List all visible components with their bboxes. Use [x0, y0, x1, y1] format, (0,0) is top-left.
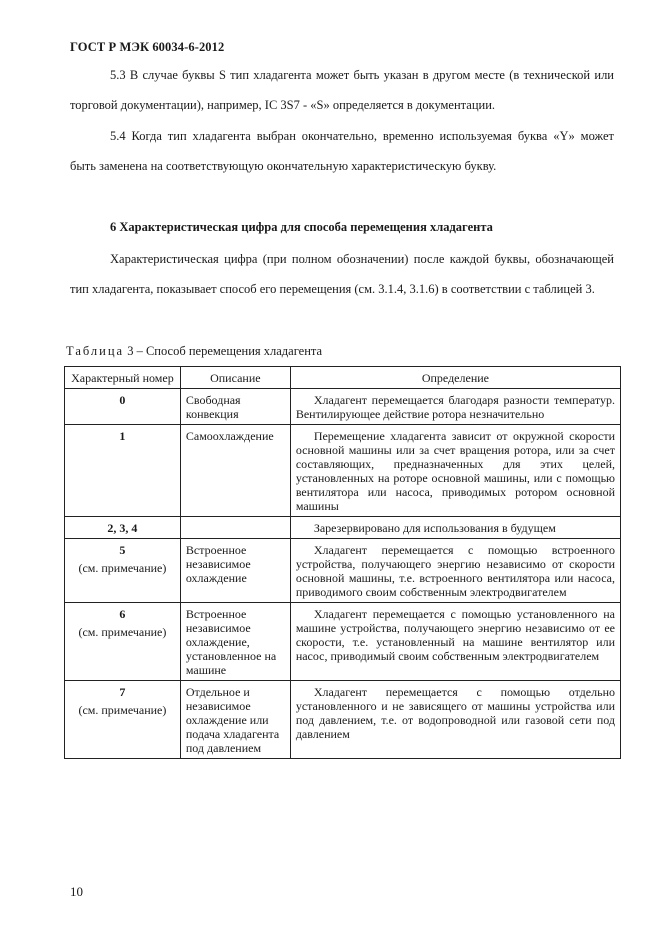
header-definition: Определение	[290, 367, 620, 389]
row-number-cell	[65, 603, 181, 681]
table-row	[65, 517, 621, 539]
table-caption	[66, 344, 322, 359]
coolant-movement-table	[64, 366, 621, 759]
paragraph-5-4: 5.4 Когда тип хладагента выбран окончательно, временно используемая буква «Y» может быть заменена на соответствующую окончательную характеристическую букву.	[70, 129, 614, 173]
table-row	[65, 681, 621, 759]
row-definition: Хладагент перемещается с помощью встроенного устройства, получающего энергию независимо от скорости основной машины, т.е. встроенного вентилятора или насоса, приводимого своим собственным электродвигателем	[290, 539, 620, 603]
row-number: 0	[119, 393, 126, 407]
row-description: Встроенное независимое охлаждение, установленное на машине	[180, 603, 290, 681]
row-number: 7	[119, 685, 126, 699]
row-note: (см. примечание)	[78, 703, 167, 717]
header-description: Описание	[180, 367, 290, 389]
row-number-cell	[65, 539, 181, 603]
row-description: Встроенное независимое охлаждение	[180, 539, 290, 603]
header-number: Характерный номер	[65, 367, 181, 389]
table-row	[65, 539, 621, 603]
row-number-cell	[65, 517, 181, 539]
document-header: ГОСТ Р МЭК 60034-6-2012	[70, 40, 225, 54]
row-note: (см. примечание)	[78, 625, 167, 639]
row-description: Отдельное и независимое охлаждение или подача хладагента под давлением	[180, 681, 290, 759]
table-caption-prefix: Таблица	[66, 344, 125, 358]
table-row	[65, 425, 621, 517]
row-definition: Хладагент перемещается благодаря разности температур. Вентилирующее действие ротора незначительно	[290, 389, 620, 425]
table-header-row	[65, 367, 621, 389]
row-description	[180, 517, 290, 539]
row-description: Свободная конвекция	[180, 389, 290, 425]
row-number: 1	[119, 429, 126, 443]
paragraph-5-3: 5.3 В случае буквы S тип хладагента может быть указан в другом месте (в технической или торговой документации), например, IC 3S7 - «S» определяется в документации.	[70, 68, 614, 112]
row-number-cell	[65, 425, 181, 517]
row-note: (см. примечание)	[78, 561, 167, 575]
row-number: 5	[119, 543, 126, 557]
row-number: 6	[119, 607, 126, 621]
page-number: 10	[70, 884, 83, 899]
row-definition: Зарезервировано для использования в будущем	[290, 517, 620, 539]
row-number: 2, 3, 4	[107, 521, 138, 535]
table-row	[65, 603, 621, 681]
row-number-cell	[65, 389, 181, 425]
table-row	[65, 389, 621, 425]
row-definition: Хладагент перемещается с помощью отдельно установленного и не зависящего от машины устройства или под давлением, т.е. от водопроводной или газовой сети под давлением	[290, 681, 620, 759]
row-number-cell	[65, 681, 181, 759]
table-caption-text: 3 – Способ перемещения хладагента	[124, 344, 323, 358]
row-definition: Перемещение хладагента зависит от окружной скорости основной машины или за счет вращения ротора, или за счет составляющих, предназначенных для этих целей, установленных на роторе основной машины, или с помощью вентилятора или насоса, приводимых ротором основной машины	[290, 425, 620, 517]
paragraph-6: Характеристическая цифра (при полном обозначении) после каждой буквы, обозначающей тип хладагента, показывает способ его перемещения (см. 3.1.4, 3.1.6) в соответствии с таблицей 3.	[70, 252, 614, 296]
section-6-title: 6 Характеристическая цифра для способа перемещения хладагента	[110, 220, 493, 234]
row-definition: Хладагент перемещается с помощью установленного на машине устройства, получающего энергию независимо от ее скорости, т.е. установленный на машине вентилятор или насос, приводимый своим собственным электродвигателем	[290, 603, 620, 681]
row-description: Самоохлаждение	[180, 425, 290, 517]
